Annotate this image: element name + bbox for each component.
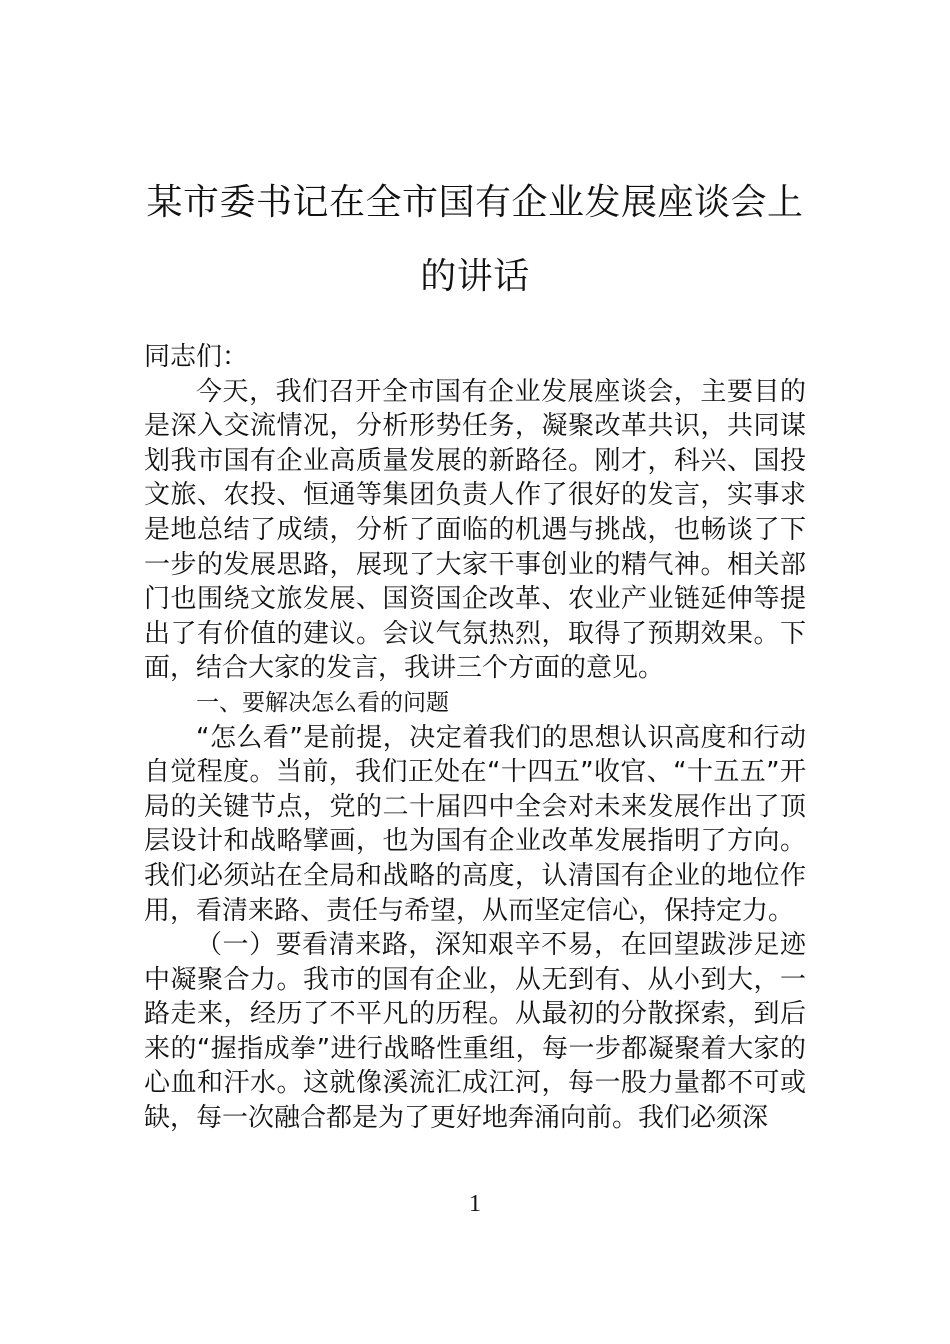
paragraph-how-to-view: “怎么看”是前提，决定着我们的思想认识高度和行动自觉程度。当前，我们正处在“十四五”收官、“十五五”开局的关键节点，党的二十届四中全会对未来发展作出了顶层设计和战略擘画，也为国有企业改革发展指明了方向。我们必须站在全局和战略的高度，认清国有企业的地位作用，看清来路、责任与希望，从而坚定信心，保持定力。 [144, 722, 806, 926]
document-title: 某市委书记在全市国有企业发展座谈会上的讲话 [146, 182, 804, 297]
document-body [144, 340, 806, 1136]
section-heading-1: 一、要解决怎么看的问题 [196, 689, 449, 716]
paragraph-opening: 今天，我们召开全市国有企业发展座谈会，主要目的是深入交流情况，分析形势任务，凝聚改革共识，共同谋划我市国有企业高质量发展的新路径。刚才，科兴、国投文旅、农投、恒通等集团负责人作了很好的发言，实事求是地总结了成绩，分析了面临的机遇与挑战，也畅谈了下一步的发展思路，展现了大家干事创业的精气神。相关部门也围绕文旅发展、国资国企改革、农业产业链延伸等提出了有价值的建议。会议气氛热烈，取得了预期效果。下面，结合大家的发言，我讲三个方面的意见。 [144, 376, 806, 684]
page-number: 1 [469, 1191, 481, 1217]
salutation: 同志们： [144, 342, 249, 372]
paragraph-subsection-1: （一）要看清来路，深知艰辛不易，在回望跋涉足迹中凝聚合力。我市的国有企业，从无到有、从小到大，一路走来，经历了不平凡的历程。从最初的分散探索，到后来的“握指成拳”进行战略性重组，每一步都凝聚着大家的心血和汗水。这就像溪流汇成江河，每一股力量都不可或缺，每一次融合都是为了更好地奔涌向前。我们必须深 [144, 930, 806, 1134]
